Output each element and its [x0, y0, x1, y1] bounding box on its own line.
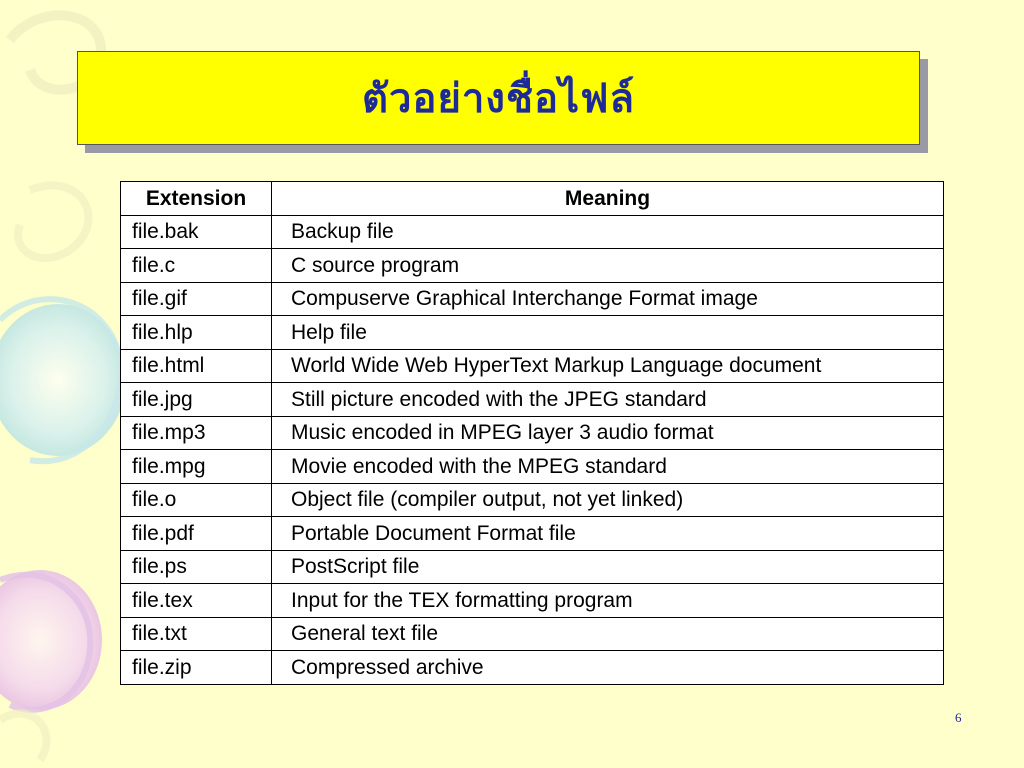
file-extension-table-container — [120, 181, 944, 685]
table-row — [121, 517, 944, 551]
meaning-cell: Input for the TEX formatting program — [272, 584, 944, 618]
meaning-cell: Music encoded in MPEG layer 3 audio format — [272, 416, 944, 450]
extension-cell: file.txt — [121, 617, 272, 651]
table-row — [121, 483, 944, 517]
meaning-cell: C source program — [272, 249, 944, 283]
extension-cell: file.hlp — [121, 316, 272, 350]
meaning-cell: PostScript file — [272, 550, 944, 584]
extension-cell: file.gif — [121, 282, 272, 316]
meaning-cell: Compressed archive — [272, 651, 944, 685]
page-number: 6 — [955, 710, 962, 725]
extension-cell: file.tex — [121, 584, 272, 618]
extension-cell: file.bak — [121, 215, 272, 249]
extension-cell: file.mpg — [121, 450, 272, 484]
meaning-cell: General text file — [272, 617, 944, 651]
table-row — [121, 215, 944, 249]
meaning-cell: Movie encoded with the MPEG standard — [272, 450, 944, 484]
table-row — [121, 383, 944, 417]
table-row — [121, 249, 944, 283]
extension-cell: file.zip — [121, 651, 272, 685]
table-row — [121, 617, 944, 651]
table-row — [121, 282, 944, 316]
title-box — [77, 51, 920, 145]
table-row — [121, 651, 944, 685]
table-row — [121, 416, 944, 450]
meaning-cell: World Wide Web HyperText Markup Language document — [272, 349, 944, 383]
file-extension-table — [120, 181, 944, 685]
extension-cell: file.pdf — [121, 517, 272, 551]
table-row — [121, 550, 944, 584]
extension-cell: file.html — [121, 349, 272, 383]
extension-cell: file.c — [121, 249, 272, 283]
extension-cell: file.o — [121, 483, 272, 517]
table-row — [121, 349, 944, 383]
meaning-cell: Portable Document Format file — [272, 517, 944, 551]
meaning-cell: Object file (compiler output, not yet linked) — [272, 483, 944, 517]
meaning-cell: Compuserve Graphical Interchange Format image — [272, 282, 944, 316]
slide-title: ตัวอย่างชื่อไฟล์ — [361, 75, 635, 122]
table-row — [121, 584, 944, 618]
meaning-cell: Backup file — [272, 215, 944, 249]
header-extension: Extension — [121, 182, 272, 216]
extension-cell: file.mp3 — [121, 416, 272, 450]
header-meaning: Meaning — [272, 182, 944, 216]
table-row — [121, 450, 944, 484]
table-header-row — [121, 182, 944, 216]
table-row — [121, 316, 944, 350]
meaning-cell: Help file — [272, 316, 944, 350]
meaning-cell: Still picture encoded with the JPEG standard — [272, 383, 944, 417]
extension-cell: file.ps — [121, 550, 272, 584]
extension-cell: file.jpg — [121, 383, 272, 417]
